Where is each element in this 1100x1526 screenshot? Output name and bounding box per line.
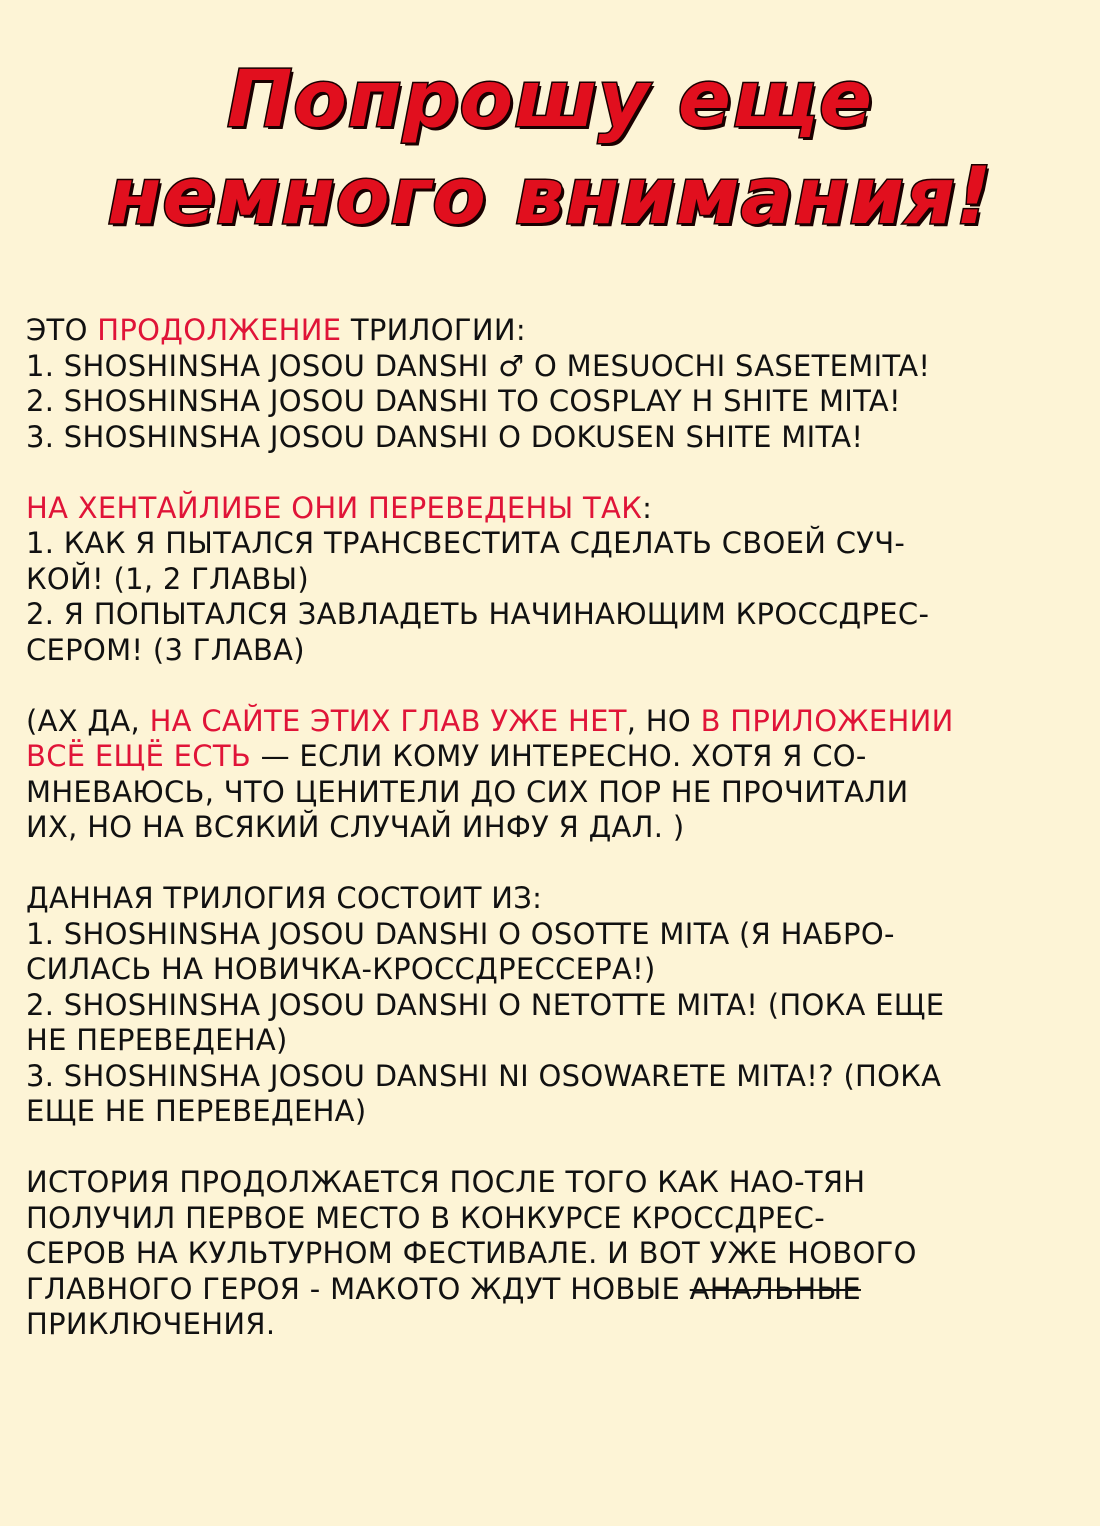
note-text: — ЕСЛИ КОМУ ИНТЕРЕСНО. ХОТЯ Я СО- [251,739,867,773]
list-item: 2. Я ПОПЫТАЛСЯ ЗАВЛАДЕТЬ НАЧИНАЮЩИМ КРОССДРЕС- [26,597,930,631]
story-line: ИСТОРИЯ ПРОДОЛЖАЕТСЯ ПОСЛЕ ТОГО КАК НАО-ТЯН [26,1165,866,1199]
story-line: СЕРОВ НА КУЛЬТУРНОМ ФЕСТИВАЛЕ. И ВОТ УЖЕ НОВОГО [26,1236,917,1270]
list-item: 3. SHOSHINSHA JOSOU DANSHI NI OSOWARETE MITA!? (ПОКА [26,1058,942,1093]
page-title-line-2: немного внимания! [107,152,993,242]
note-paragraph [26,704,1092,846]
list-item: 3. SHOSHINSHA JOSOU DANSHI O DOKUSEN SHITE MITA! [26,419,864,454]
list-item: СЕРОМ! (3 ГЛАВА) [26,632,305,667]
intro-highlight: ПРОДОЛЖЕНИЕ [97,313,342,347]
list-item: СИЛАСЬ НА НОВИЧКА-КРОССДРЕССЕРА!) [26,952,656,986]
list-item: 1. SHOSHINSHA JOSOU DANSHI ♂ O MESUOCHI SASETEMITA! [26,348,931,383]
story-line: ПОЛУЧИЛ ПЕРВОЕ МЕСТО В КОНКУРСЕ КРОССДРЕС- [26,1200,825,1235]
note-highlight: ВСЁ ЕЩЁ ЕСТЬ [26,739,252,773]
list-item: 2. SHOSHINSHA JOSOU DANSHI TO COSPLAY H SHITE MITA! [26,384,901,418]
trilogy-paragraph [26,313,1092,455]
story-paragraph [26,1165,1092,1343]
note-line-4: ИХ, НО НА ВСЯКИЙ СЛУЧАЙ ИНФУ Я ДАЛ. ) [26,810,685,844]
body-text [26,313,1092,1378]
translations-heading-colon: : [642,490,653,525]
note-text: , НО [626,703,701,738]
translations-paragraph [26,491,1092,669]
translations-heading [26,491,1092,527]
story-text: ГЛАВНОГО ГЕРОЯ - МАКОТО ЖДУТ НОВЫЕ [26,1271,690,1306]
composition-paragraph [26,881,1092,1130]
list-item: КОЙ! (1, 2 ГЛАВЫ) [26,561,310,596]
intro-text-end: ТРИЛОГИИ: [341,313,526,347]
composition-heading: ДАННАЯ ТРИЛОГИЯ СОСТОИТ ИЗ: [26,881,543,915]
list-item: 1. КАК Я ПЫТАЛСЯ ТРАНСВЕСТИТА СДЕЛАТЬ СВОЕЙ СУЧ- [26,526,906,560]
list-item: ЕЩЕ НЕ ПЕРЕВЕДЕНА) [26,1094,367,1128]
translations-heading-highlight: НА ХЕНТАЙЛИБЕ ОНИ ПЕРЕВЕДЕНЫ ТАК [26,490,643,525]
list-item: 1. SHOSHINSHA JOSOU DANSHI O OSOTTE MITA (Я НАБРО- [26,916,895,951]
note-text: (АХ ДА, [26,703,150,738]
note-line-3: МНЕВАЮСЬ, ЧТО ЦЕНИТЕЛИ ДО СИХ ПОР НЕ ПРОЧИТАЛИ [26,774,909,809]
list-item: НЕ ПЕРЕВЕДЕНА) [26,1023,288,1057]
note-line-1 [26,704,1092,740]
list-item: 2. SHOSHINSHA JOSOU DANSHI O NETOTTE MITA! (ПОКА ЕЩЕ [26,987,945,1022]
page-title-line-1: Попрошу еще [226,55,874,145]
story-line: ПРИКЛЮЧЕНИЯ. [26,1307,276,1341]
strikethrough-word: АНАЛЬНЫЕ [689,1271,861,1306]
story-line [26,1272,1092,1308]
note-highlight: В ПРИЛОЖЕНИИ [700,703,954,738]
intro-text: ЭТО [26,313,98,347]
note-line-2 [26,739,1092,775]
note-highlight: НА САЙТЕ ЭТИХ ГЛАВ УЖЕ НЕТ [149,703,627,738]
trilogy-intro [26,313,1092,349]
